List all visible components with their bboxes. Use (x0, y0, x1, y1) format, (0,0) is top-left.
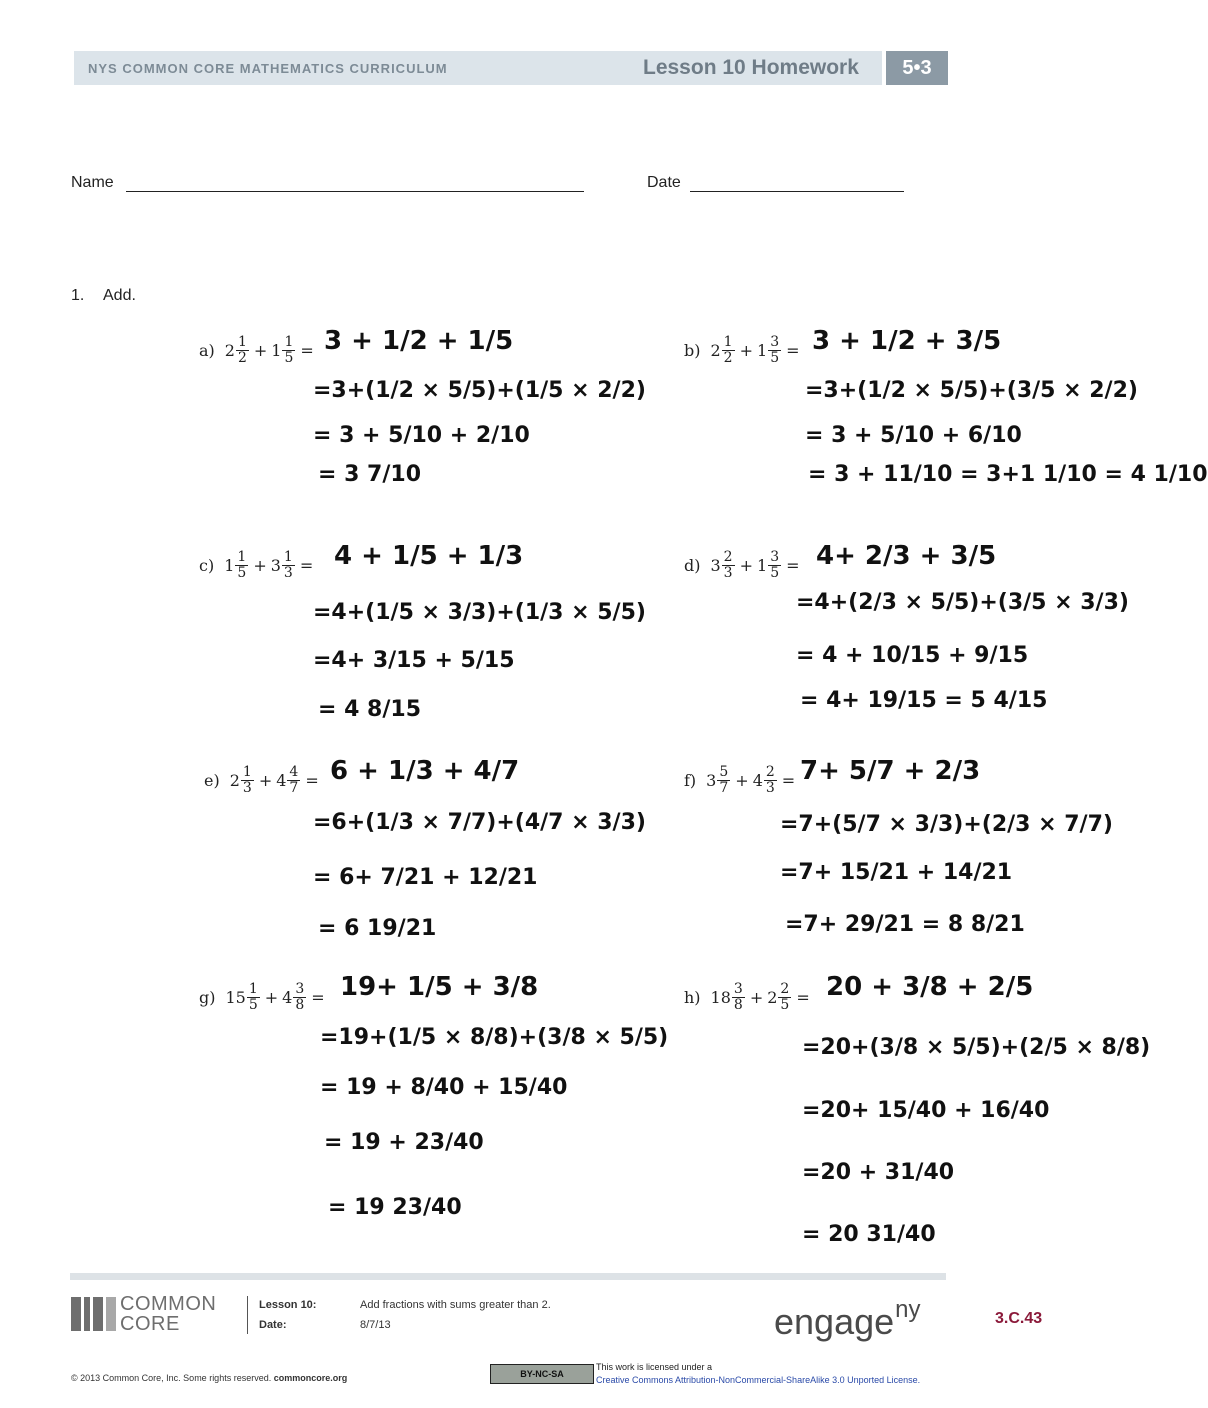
curriculum-title: NYS COMMON CORE MATHEMATICS CURRICULUM (88, 61, 448, 76)
handwritten-step: =4+(1/5 × 3/3)+(1/3 × 5/5) (313, 600, 646, 625)
handwritten-step: 3 + 1/2 + 1/5 (324, 326, 514, 356)
handwritten-step: = 19 23/40 (328, 1195, 462, 1220)
page-number: 3.C.43 (995, 1310, 1043, 1327)
license-link[interactable]: Creative Commons Attribution-NonCommercial-ShareAlike 3.0 Unported License. (596, 1375, 921, 1385)
footer-lesson-value: Add fractions with sums greater than 2. (360, 1299, 551, 1311)
handwritten-step: = 3 + 5/10 + 6/10 (805, 423, 1022, 448)
handwritten-step: = 3 + 5/10 + 2/10 (313, 423, 530, 448)
problem-e (204, 765, 323, 796)
handwritten-step: 20 + 3/8 + 2/5 (826, 972, 1034, 1002)
problem-b (684, 335, 804, 366)
plus-sign: + (739, 556, 753, 575)
problem-h (684, 982, 814, 1013)
handwritten-step: = 4+ 19/15 = 5 4/15 (800, 688, 1048, 713)
handwritten-step: =6+(1/3 × 7/7)+(4/7 × 3/3) (313, 810, 646, 835)
common-core-logo-icon (71, 1297, 117, 1331)
common-core-logo-text: COMMON CORE (120, 1293, 217, 1335)
problem-label: d) (684, 556, 701, 575)
plus-sign: + (739, 341, 753, 360)
problem-label: c) (199, 556, 215, 575)
name-field[interactable] (126, 191, 584, 192)
equals-sign: = (300, 341, 314, 360)
handwritten-step: 4 + 1/5 + 1/3 (334, 541, 524, 571)
plus-sign: + (264, 988, 279, 1007)
mixed-number-b: 2 $\frac{2}{5}$ (767, 981, 790, 1013)
handwritten-step: =7+ 15/21 + 14/21 (780, 860, 1013, 885)
problem-d (684, 550, 804, 581)
equals-sign: = (305, 771, 319, 790)
lesson-title: Lesson 10 Homework (643, 56, 859, 79)
handwritten-step: = 20 31/40 (802, 1222, 936, 1247)
handwritten-step: = 19 + 8/40 + 15/40 (320, 1075, 568, 1100)
equals-sign: = (786, 341, 800, 360)
handwritten-step: = 3 7/10 (318, 462, 422, 487)
problem-label: a) (199, 341, 215, 360)
date-field[interactable] (690, 191, 904, 192)
plus-sign: + (253, 556, 267, 575)
handwritten-step: =7+ 29/21 = 8 8/21 (785, 912, 1025, 937)
license-text: This work is licensed under a (596, 1362, 713, 1372)
handwritten-step: 19+ 1/5 + 3/8 (340, 972, 539, 1002)
mixed-number-a: 2 $\frac{1}{3}$ (229, 764, 252, 796)
handwritten-step: =20+(3/8 × 5/5)+(2/5 × 8/8) (802, 1035, 1151, 1060)
handwritten-step: = 4 8/15 (318, 697, 422, 722)
problem-c (199, 550, 317, 581)
handwritten-step: =4+ 3/15 + 5/15 (313, 648, 515, 673)
problem-label: e) (204, 771, 220, 790)
plus-sign: + (253, 341, 268, 360)
problem-label: g) (199, 988, 216, 1007)
handwritten-step: =3+(1/2 × 5/5)+(1/5 × 2/2) (313, 378, 646, 403)
mixed-number-a: 2 $\frac{1}{2}$ (224, 334, 247, 366)
cc-license-badge: BY-NC-SA (490, 1364, 594, 1384)
handwritten-step: = 4 + 10/15 + 9/15 (796, 643, 1029, 668)
handwritten-step: = 6 19/21 (318, 916, 437, 941)
engageny-logo: engage$^{ny}$ (774, 1296, 921, 1342)
copyright: © 2013 Common Core, Inc. Some rights reserved. commoncore.org (71, 1373, 348, 1383)
handwritten-step: =20+ 15/40 + 16/40 (802, 1098, 1050, 1123)
handwritten-step: = 6+ 7/21 + 12/21 (313, 865, 538, 890)
equals-sign: = (786, 556, 800, 575)
equals-sign: = (299, 556, 314, 575)
handwritten-step: =7+(5/7 × 3/3)+(2/3 × 7/7) (780, 812, 1113, 837)
problem-label: f) (684, 771, 697, 790)
mixed-number-b: 1 $\frac{3}{5}$ (757, 334, 780, 366)
problem-a (199, 335, 318, 366)
footer-date-value: 8/7/13 (360, 1319, 391, 1331)
name-label: Name (71, 174, 114, 191)
grade-module-badge: 5•3 (886, 51, 948, 85)
footer-divider (247, 1296, 248, 1334)
mixed-number-b: 4 $\frac{4}{7}$ (276, 764, 299, 796)
plus-sign: + (735, 771, 749, 790)
mixed-number-b: 4 $\frac{2}{3}$ (752, 764, 775, 796)
problem-g (199, 982, 329, 1013)
handwritten-step: = 3 + 11/10 = 3+1 1/10 = 4 1/10 (808, 462, 1208, 487)
equals-sign: = (311, 988, 325, 1007)
handwritten-step: =19+(1/5 × 8/8)+(3/8 × 5/5) (320, 1025, 669, 1050)
mixed-number-a: 3 $\frac{2}{3}$ (710, 549, 733, 581)
question-1 (71, 287, 136, 305)
mixed-number-b: 1 $\frac{3}{5}$ (757, 549, 780, 581)
mixed-number-b: 3 $\frac{1}{3}$ (270, 549, 293, 581)
mixed-number-a: 2 $\frac{1}{2}$ (710, 334, 733, 366)
question-number: 1. (71, 287, 85, 304)
footer-date-label: Date: (259, 1319, 287, 1331)
footer-rule (70, 1273, 946, 1280)
problem-label: b) (684, 341, 701, 360)
footer-lesson-label: Lesson 10: (259, 1299, 317, 1311)
equals-sign: = (796, 988, 810, 1007)
handwritten-step: =20 + 31/40 (802, 1160, 955, 1185)
handwritten-step: 3 + 1/2 + 3/5 (812, 326, 1002, 356)
mixed-number-a: 3 $\frac{5}{7}$ (706, 764, 729, 796)
problem-label: h) (684, 988, 701, 1007)
plus-sign: + (258, 771, 273, 790)
mixed-number-a: 18 $\frac{3}{8}$ (710, 981, 743, 1013)
problem-f (684, 765, 799, 796)
handwritten-step: =3+(1/2 × 5/5)+(3/5 × 2/2) (805, 378, 1138, 403)
handwritten-step: = 19 + 23/40 (324, 1130, 484, 1155)
mixed-number-b: 1 $\frac{1}{5}$ (271, 334, 294, 366)
question-instruction: Add. (103, 287, 136, 304)
mixed-number-b: 4 $\frac{3}{8}$ (282, 981, 305, 1013)
handwritten-step: 7+ 5/7 + 2/3 (800, 756, 981, 786)
handwritten-step: =4+(2/3 × 5/5)+(3/5 × 3/3) (796, 590, 1129, 615)
mixed-number-a: 1 $\frac{1}{5}$ (224, 549, 247, 581)
handwritten-step: 6 + 1/3 + 4/7 (330, 756, 520, 786)
mixed-number-a: 15 $\frac{1}{5}$ (225, 981, 258, 1013)
date-label: Date (647, 174, 681, 191)
equals-sign: = (781, 771, 796, 790)
plus-sign: + (749, 988, 764, 1007)
handwritten-step: 4+ 2/3 + 3/5 (816, 541, 997, 571)
